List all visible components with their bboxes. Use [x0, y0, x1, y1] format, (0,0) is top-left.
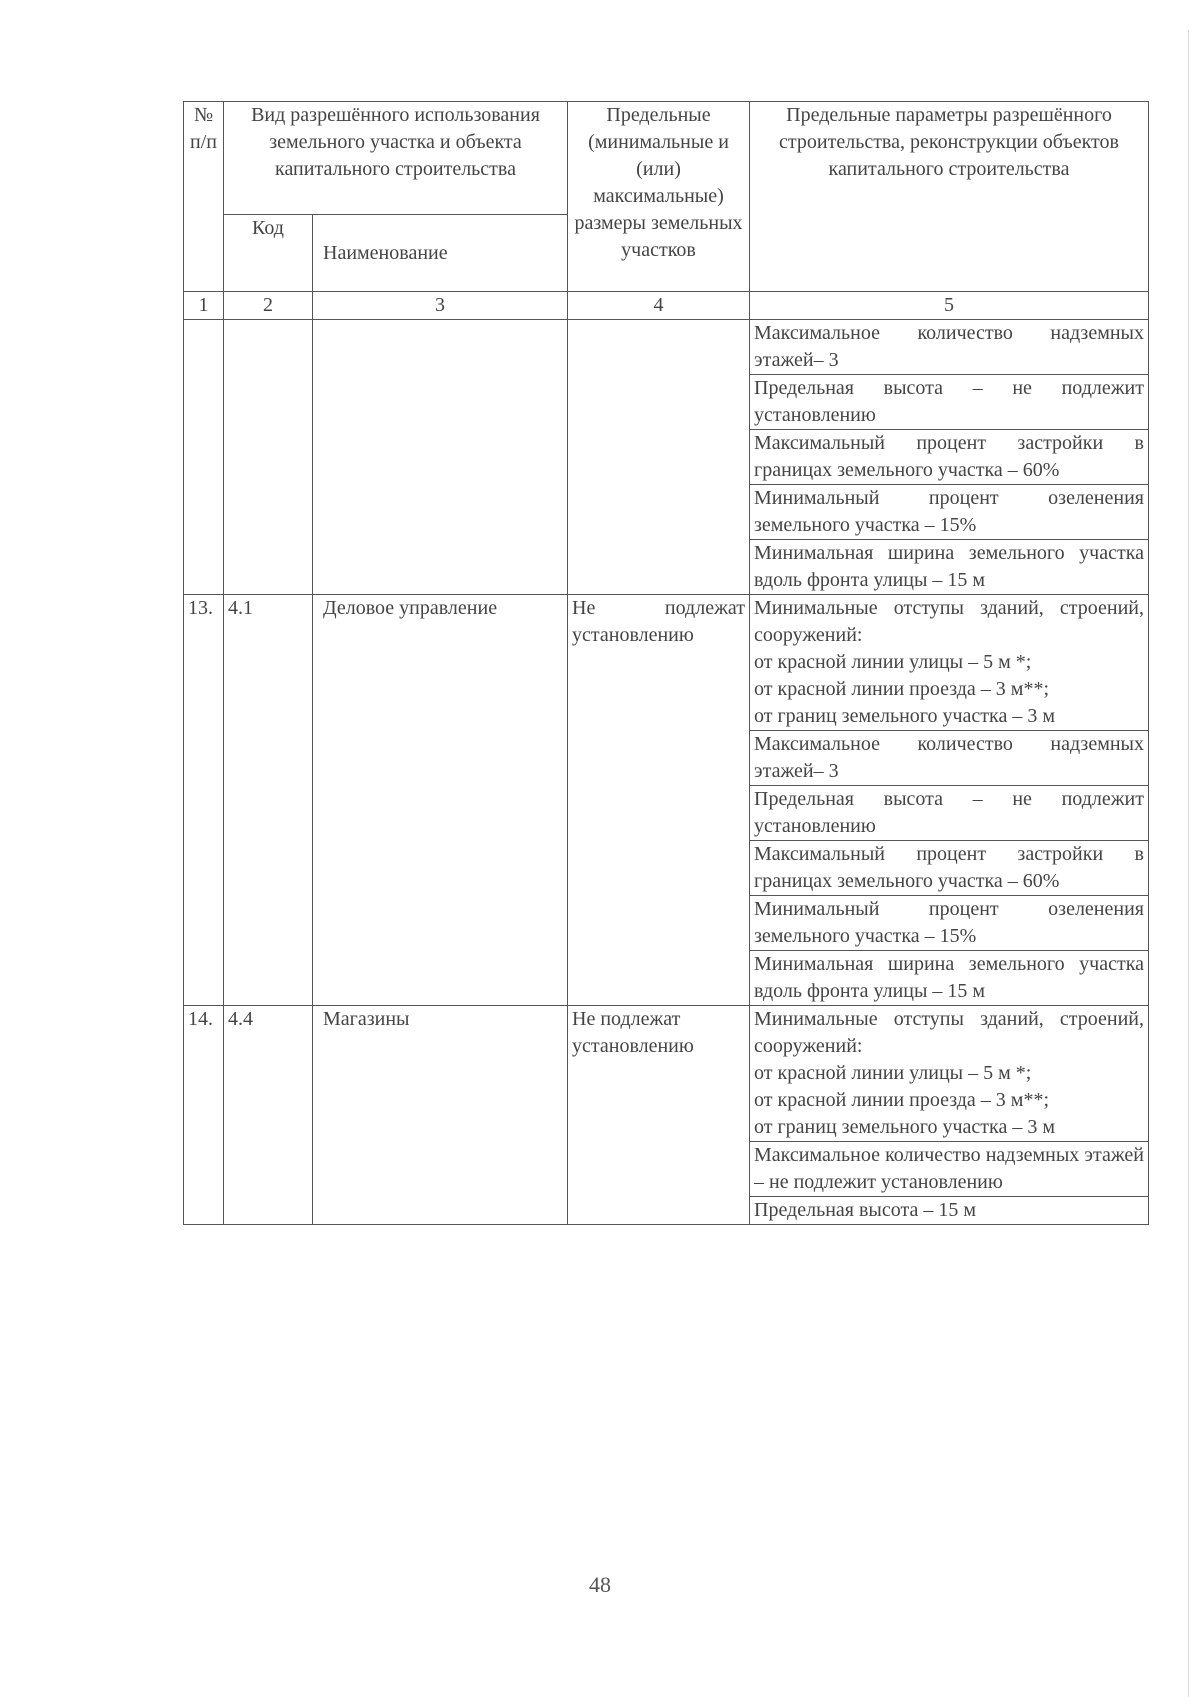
- column-number-row: [184, 292, 1149, 320]
- header-number: № п/п: [184, 102, 224, 292]
- param-cell: [750, 595, 1149, 731]
- regulations-table: [183, 101, 1149, 1225]
- column-number: 4: [568, 292, 750, 320]
- row-sizes: Не подлежат установлению: [568, 1006, 750, 1225]
- param-cell: Максимальное количество надземных этажей– 3: [750, 731, 1149, 786]
- param-cell: Предельная высота – не подлежит установлению: [750, 786, 1149, 841]
- column-number: 5: [750, 292, 1149, 320]
- header-plot-sizes: Предельные (минимальные и (или) максимальные) размеры земельных участков: [568, 102, 750, 292]
- row-code: 4.4: [224, 1006, 313, 1225]
- table-row: [184, 1006, 1149, 1142]
- param-line: Минимальные отступы зданий, строений, сооружений:: [754, 1008, 1144, 1057]
- param-cell: Максимальный процент застройки в границах земельного участка – 60%: [750, 430, 1149, 485]
- param-line: от границ земельного участка – 3 м: [754, 705, 1055, 727]
- row-code: [224, 320, 313, 595]
- page-number: 48: [589, 1572, 611, 1597]
- param-cell: Максимальное количество надземных этажей – не подлежит установлению: [750, 1142, 1149, 1197]
- row-name: Магазины: [313, 1006, 568, 1225]
- param-cell: Минимальный процент озеленения земельного участка – 15%: [750, 896, 1149, 951]
- param-line: от границ земельного участка – 3 м: [754, 1116, 1055, 1138]
- table-row: [184, 320, 1149, 375]
- param-cell: Максимальное количество надземных этажей– 3: [750, 320, 1149, 375]
- row-name: Деловое управление: [313, 595, 568, 1006]
- header-name: Наименование: [313, 215, 568, 292]
- param-line: от красной линии проезда – 3 м**;: [754, 678, 1050, 700]
- param-cell: [750, 1006, 1149, 1142]
- param-line: от красной линии проезда – 3 м**;: [754, 1089, 1050, 1111]
- header-code: Код: [224, 215, 313, 292]
- header-use-type: Вид разрешённого использования земельного участка и объекта капитального строительства: [224, 102, 568, 215]
- header-parameters: Предельные параметры разрешённого строительства, реконструкции объектов капитального строительства: [750, 102, 1149, 292]
- row-code: 4.1: [224, 595, 313, 1006]
- header-row-1: [184, 102, 1149, 215]
- param-line: Минимальные отступы зданий, строений, сооружений:: [754, 597, 1144, 646]
- row-sizes: Не подлежат установлению: [568, 595, 750, 1006]
- param-line: от красной линии улицы – 5 м *;: [754, 651, 1032, 673]
- param-cell: Минимальная ширина земельного участка вдоль фронта улицы – 15 м: [750, 540, 1149, 595]
- param-cell: Предельная высота – не подлежит установлению: [750, 375, 1149, 430]
- param-line: от красной линии улицы – 5 м *;: [754, 1062, 1032, 1084]
- row-sizes: [568, 320, 750, 595]
- row-name: [313, 320, 568, 595]
- column-number: 3: [313, 292, 568, 320]
- row-number: 14.: [184, 1006, 224, 1225]
- column-number: 1: [184, 292, 224, 320]
- row-number: 13.: [184, 595, 224, 1006]
- param-cell: Минимальный процент озеленения земельного участка – 15%: [750, 485, 1149, 540]
- table-row: [184, 595, 1149, 731]
- param-cell: Максимальный процент застройки в границах земельного участка – 60%: [750, 841, 1149, 896]
- scan-edge-line: [1188, 30, 1189, 1697]
- param-cell: Предельная высота – 15 м: [750, 1197, 1149, 1225]
- param-cell: Минимальная ширина земельного участка вдоль фронта улицы – 15 м: [750, 951, 1149, 1006]
- row-number: [184, 320, 224, 595]
- column-number: 2: [224, 292, 313, 320]
